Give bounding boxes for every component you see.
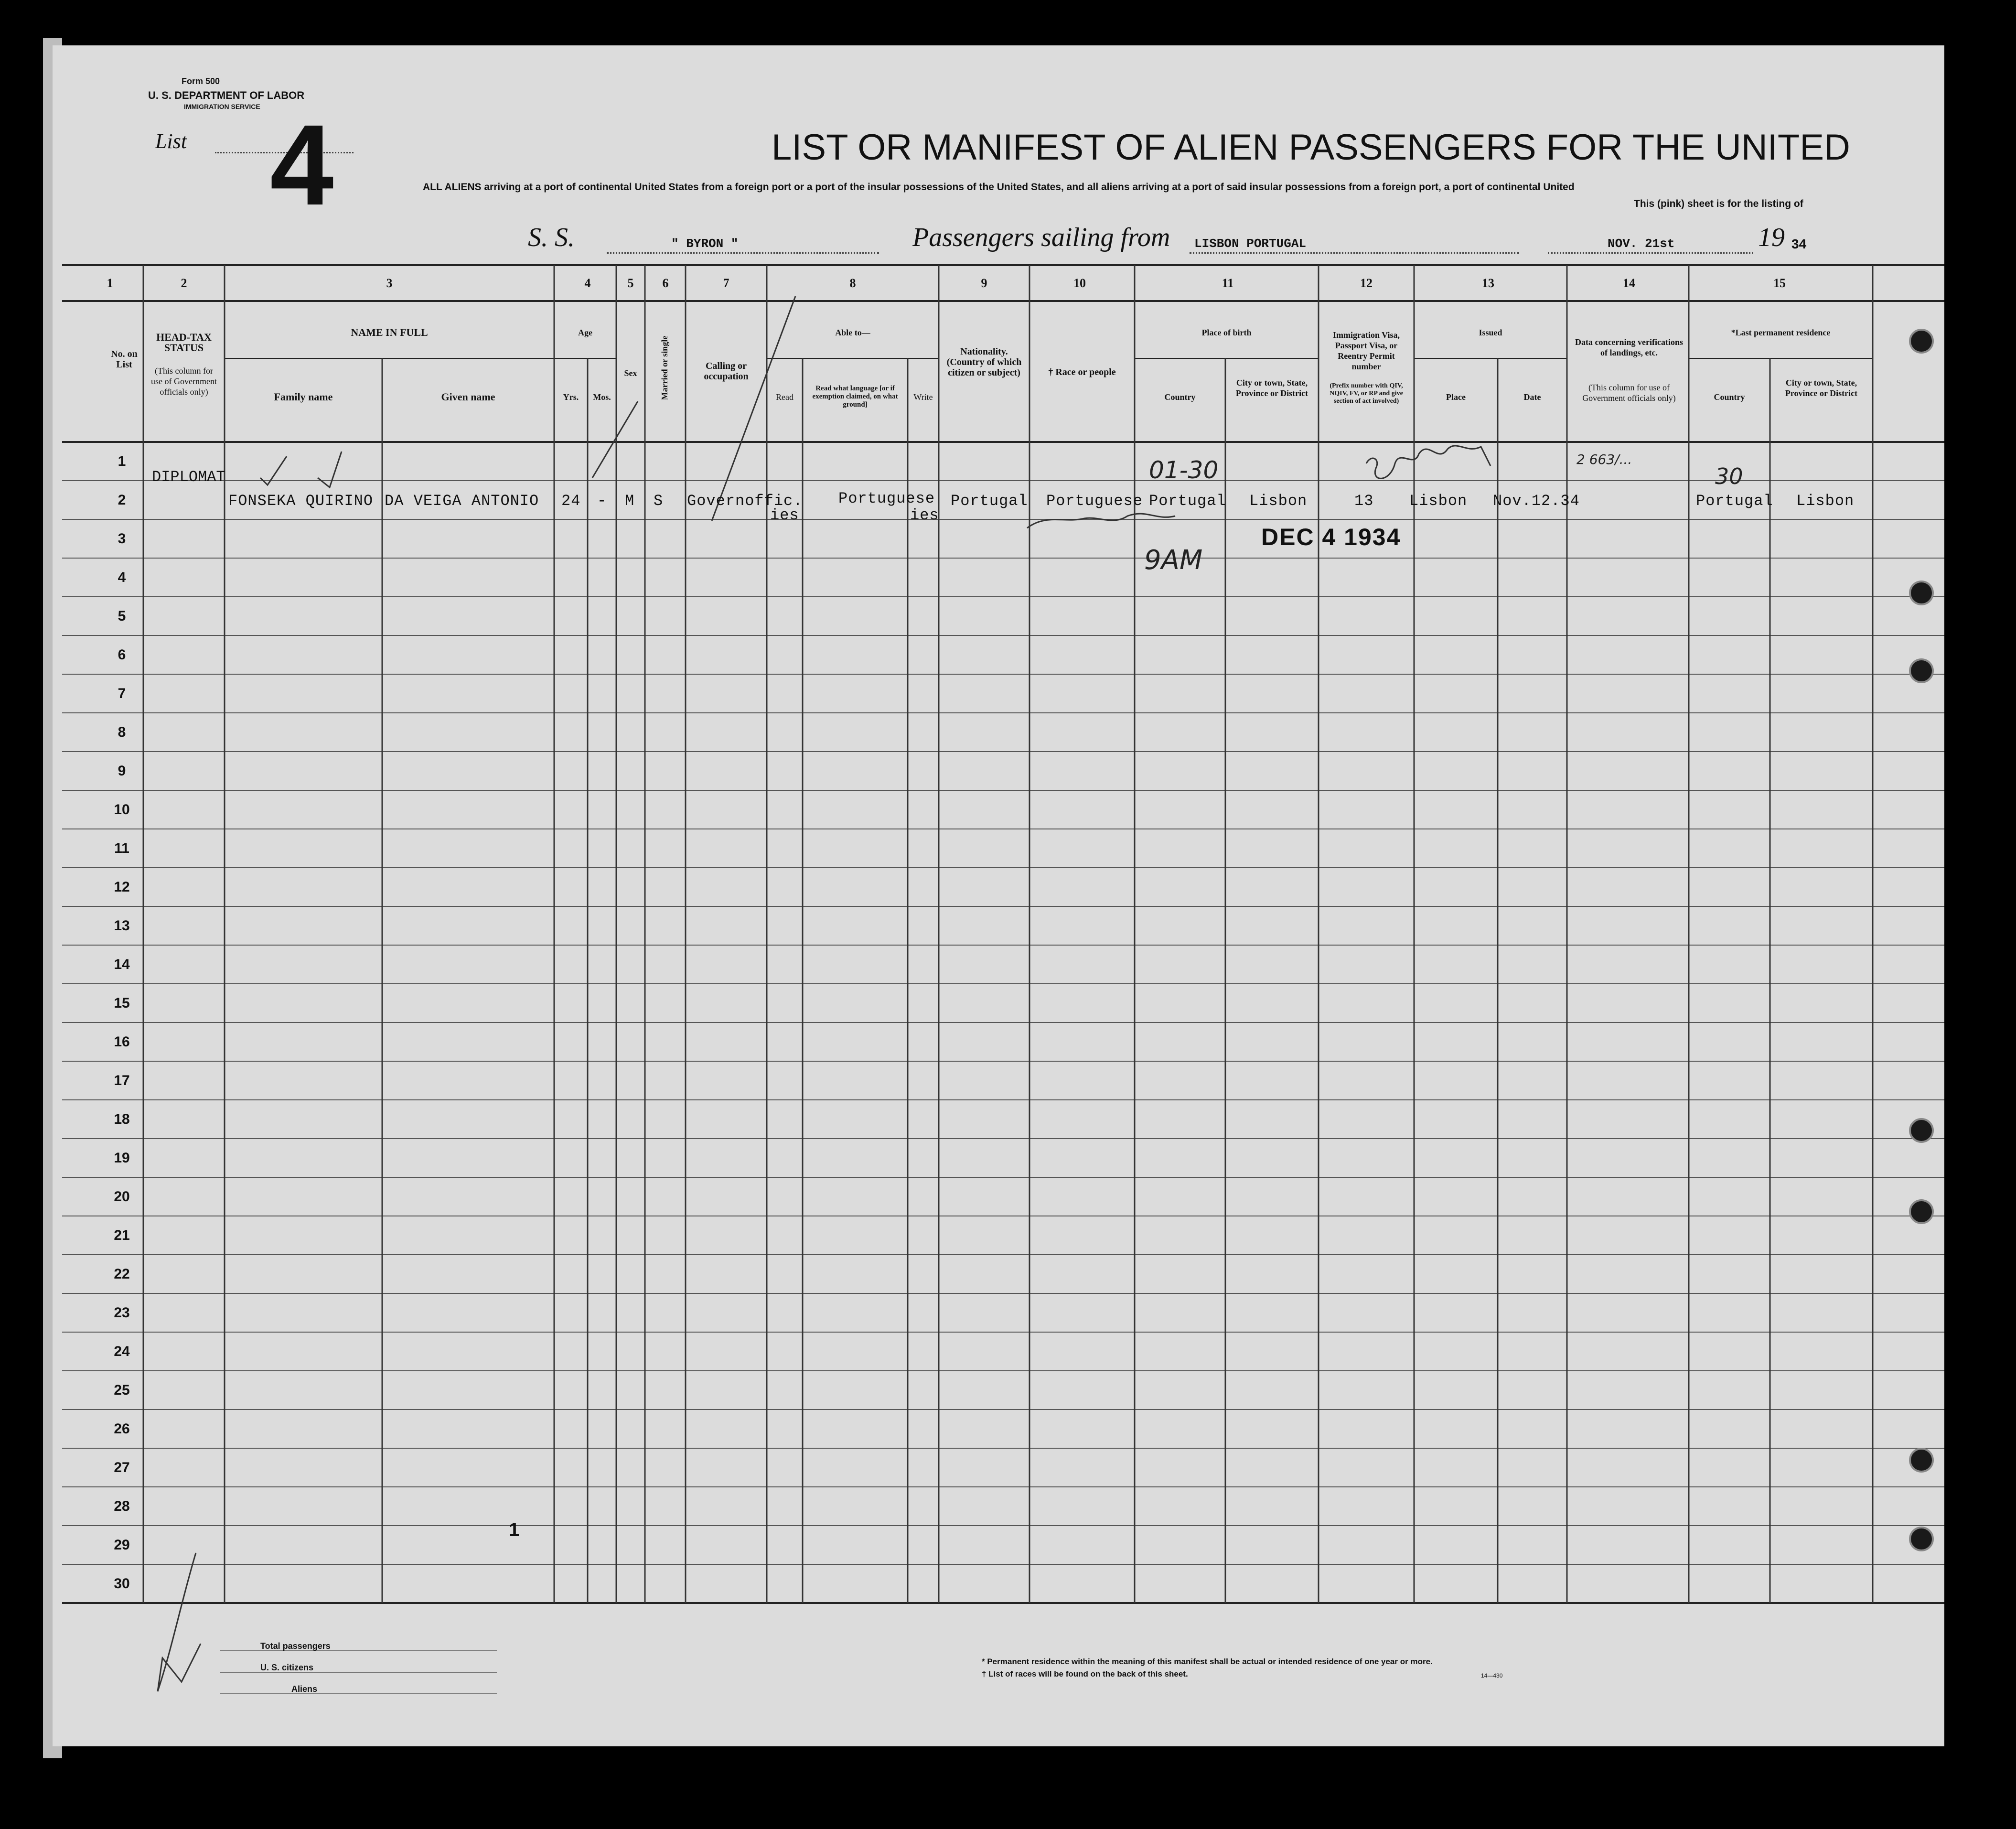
row-number: 12 [114, 879, 130, 895]
entry-age-mos: - [597, 492, 607, 510]
footer-form-code: 14—430 [1481, 1672, 1503, 1679]
footer-note-residence: * Permanent residence within the meaning of this manifest shall be actual or intended residence of one year or more. [982, 1657, 1433, 1666]
footer-aliens: Aliens [291, 1684, 318, 1694]
header-read: Read [776, 392, 794, 402]
row-number: 21 [114, 1227, 130, 1243]
ship-rule [607, 252, 879, 254]
year-prefix: 19 [1758, 223, 1785, 252]
row-number: 11 [114, 840, 129, 856]
row-number: 2 [118, 492, 126, 508]
year-suffix: 34 [1791, 237, 1807, 251]
row-number: 15 [114, 995, 130, 1011]
row-number: 16 [114, 1034, 130, 1050]
row-number: 9 [118, 763, 126, 779]
form-number: Form 500 [182, 76, 220, 86]
row-number: 4 [118, 570, 126, 585]
entry-res-country: Portugal [1696, 492, 1773, 510]
header-issued: Issued [1479, 328, 1502, 337]
instructions-line-1: ALL ALIENS arriving at a port of continental United States from a foreign port or a port of the insular possessions of the United States, and all aliens arriving at a port of said insular possessions from a foreign port, a port of continental United [423, 182, 1575, 193]
entry-age-yrs: 24 [561, 492, 581, 510]
col-num-14: 14 [1623, 276, 1635, 290]
header-issued-place: Place [1446, 392, 1466, 402]
header-family-name: Family name [274, 391, 333, 403]
row-number: 22 [114, 1266, 130, 1282]
binder-hole-3 [1909, 658, 1934, 683]
sailing-rule [1190, 252, 1519, 254]
date-rule [1548, 252, 1753, 254]
header-head-tax-note: (This column for use of Government officials only) [151, 366, 217, 397]
row-number: 30 [114, 1576, 130, 1592]
sailing-label: Passengers sailing from [912, 223, 1170, 252]
header-married: Married or single [660, 335, 669, 400]
entry-birth-country: Portugal [1149, 492, 1226, 510]
entry-married: S [654, 492, 664, 510]
instructions-line-2: This (pink) sheet is for the listing of [1634, 198, 1803, 209]
sailing-from: LISBON PORTUGAL [1194, 237, 1307, 251]
col-num-9: 9 [981, 276, 987, 290]
row-number: 7 [118, 686, 126, 701]
annotation-landing-code: 2 663/... [1576, 452, 1632, 467]
binder-hole-4 [1909, 1118, 1934, 1143]
header-head-tax: HEAD-TAX STATUS [156, 331, 212, 354]
header-visa-note: (Prefix number with QIV, NQIV, FV, or RP and give section of act involved) [1330, 382, 1403, 405]
header-yrs: Yrs. [563, 392, 579, 402]
header-no-on-list: No. on List [111, 349, 138, 370]
row-number: 14 [114, 957, 130, 972]
row-number: 18 [114, 1111, 130, 1127]
page-mark: 1 [509, 1519, 520, 1540]
row-number: 20 [114, 1189, 130, 1205]
header-sex: Sex [624, 368, 637, 378]
header-given-name: Given name [441, 391, 495, 403]
col-num-11: 11 [1222, 276, 1234, 290]
entry-race: Portuguese [1046, 492, 1143, 510]
header-mos: Mos. [593, 392, 611, 402]
header-name-in-full: NAME IN FULL [351, 326, 428, 338]
row-number: 19 [114, 1150, 130, 1166]
header-birth-country: Country [1164, 392, 1196, 402]
header-read-language: Read what language [or if exemption claimed, on what ground] [812, 385, 898, 409]
entry-birth-city: Lisbon [1249, 492, 1308, 510]
ship-name: " BYRON " [671, 237, 739, 251]
entry-calling: Governoffic. [687, 492, 803, 510]
row-number: 27 [114, 1460, 130, 1475]
header-landings-note: (This column for use of Government officials only) [1582, 383, 1676, 403]
entry-read-language: Portuguese [838, 490, 935, 507]
entry-read: ies [770, 506, 799, 524]
col-num-13: 13 [1482, 276, 1494, 290]
col-num-5: 5 [627, 276, 634, 290]
footer-note-races: † List of races will be found on the back of this sheet. [982, 1669, 1188, 1678]
binder-hole-7 [1909, 1527, 1934, 1551]
entry-res-city: Lisbon [1796, 492, 1855, 510]
binder-hole-2 [1909, 581, 1934, 605]
row-number: 23 [114, 1305, 130, 1321]
stamp-date: DEC 4 1934 [1261, 524, 1401, 550]
entry-issued-date: Nov.12.34 [1493, 492, 1580, 510]
row-number: 29 [114, 1537, 130, 1553]
col-num-1: 1 [107, 276, 113, 290]
header-nationality: Nationality. (Country of which citizen or subject) [946, 346, 1022, 378]
entry-issued-place: Lisbon [1409, 492, 1468, 510]
entry-visa: 13 [1354, 492, 1374, 510]
footer-us-citizens: U. S. citizens [260, 1663, 314, 1672]
footer-total-passengers: Total passengers [260, 1641, 331, 1651]
row-number: 25 [114, 1382, 130, 1398]
col-num-7: 7 [723, 276, 729, 290]
col-num-10: 10 [1073, 276, 1086, 290]
row-number: 17 [114, 1073, 130, 1088]
entry-family-name: FONSEKA QUIRINO [228, 492, 374, 510]
department-label: U. S. DEPARTMENT OF LABOR [148, 89, 305, 101]
header-age: Age [578, 328, 592, 337]
stamp-time: 9AM [1144, 545, 1203, 576]
row-number: 8 [118, 724, 126, 740]
row-number: 13 [114, 918, 130, 934]
header-visa: Immigration Visa, Passport Visa, or Reentry Permit number [1332, 330, 1400, 371]
entry-nationality: Portugal [951, 492, 1028, 510]
sailing-date: NOV. 21st [1608, 237, 1675, 251]
header-last-residence: *Last permanent residence [1731, 328, 1831, 337]
binder-hole-1 [1909, 329, 1934, 354]
header-able-to: Able to— [835, 328, 870, 337]
row-number: 24 [114, 1344, 130, 1359]
col-num-8: 8 [849, 276, 856, 290]
annotation-res-code: 30 [1715, 463, 1743, 489]
header-race: † Race or people [1048, 367, 1116, 377]
row-number: 10 [114, 802, 130, 818]
row-number: 28 [114, 1498, 130, 1514]
list-label: List [155, 129, 187, 153]
row-number: 3 [118, 531, 126, 547]
col-num-3: 3 [386, 276, 393, 290]
header-write: Write [913, 392, 933, 402]
col-num-12: 12 [1360, 276, 1373, 290]
entry-sex: M [625, 492, 635, 510]
header-birth-city: City or town, State, Province or District [1235, 378, 1308, 398]
binder-hole-5 [1909, 1199, 1934, 1224]
row-number: 6 [118, 647, 126, 663]
header-landings: Data concerning verifications of landings, etc. [1575, 337, 1683, 357]
service-label: IMMIGRATION SERVICE [184, 103, 260, 110]
list-number: 4 [270, 101, 334, 229]
header-place-of-birth: Place of birth [1201, 328, 1252, 337]
annotation-birth-code: 01-30 [1149, 456, 1219, 484]
binder-hole-6 [1909, 1448, 1934, 1473]
col-num-6: 6 [662, 276, 669, 290]
header-res-country: Country [1714, 392, 1745, 402]
manifest-title: LIST OR MANIFEST OF ALIEN PASSENGERS FOR THE UNITED [772, 127, 1850, 168]
row-number: 1 [118, 453, 126, 469]
header-issued-date: Date [1523, 392, 1541, 402]
entry-head-tax: DIPLOMAT [152, 468, 225, 486]
header-calling: Calling or occupation [704, 361, 749, 382]
col-num-2: 2 [181, 276, 187, 290]
entry-write: ies [910, 506, 939, 524]
row-number: 26 [114, 1421, 130, 1437]
col-num-15: 15 [1773, 276, 1786, 290]
entry-given-name: DA VEIGA ANTONIO [385, 492, 539, 510]
row-number: 5 [118, 608, 126, 624]
header-res-city: City or town, State, Province or District [1785, 378, 1858, 398]
ss-label: S. S. [528, 223, 575, 252]
col-num-4: 4 [584, 276, 591, 290]
